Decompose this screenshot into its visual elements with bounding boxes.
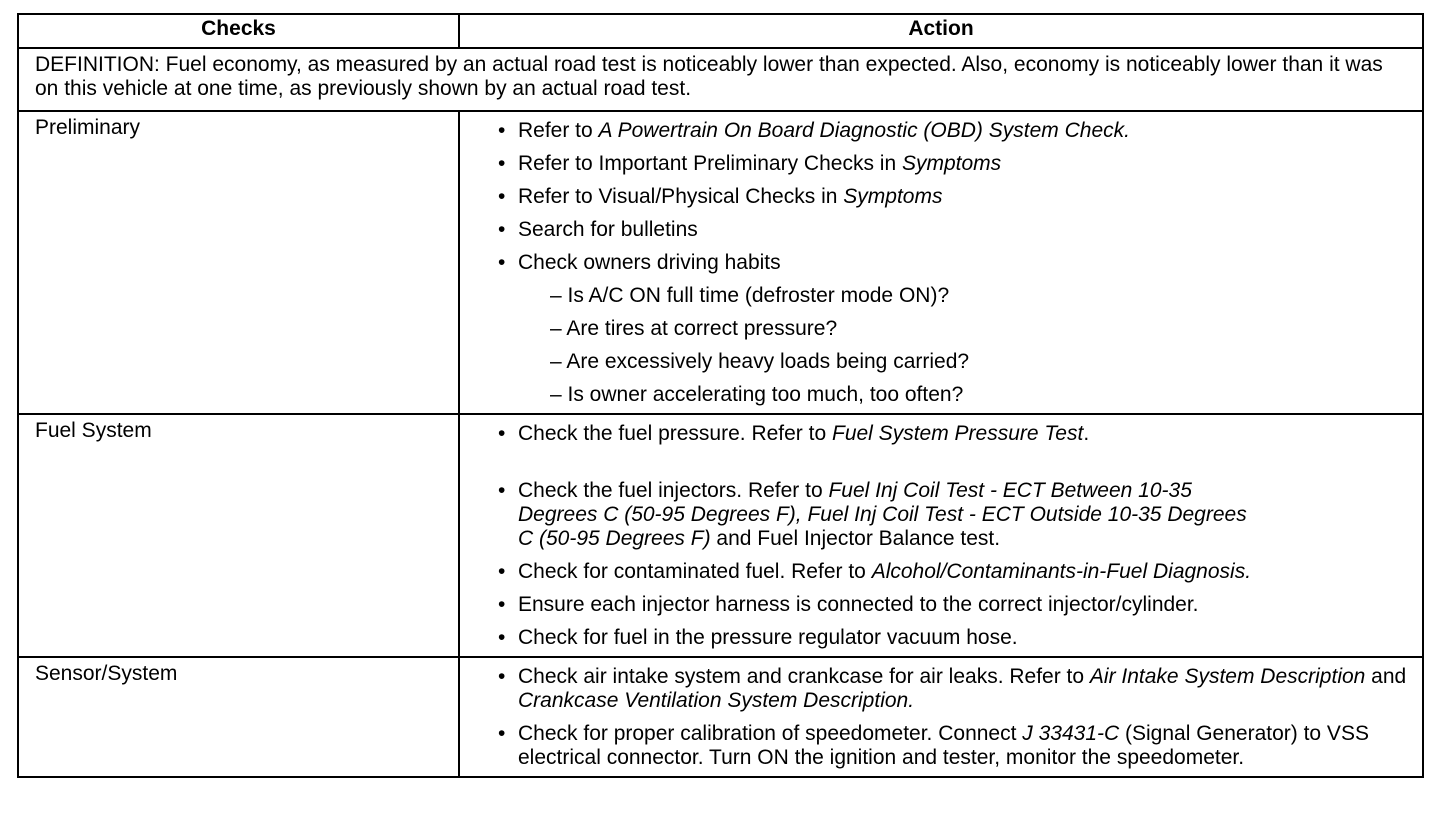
action-item [496,665,1412,713]
sub-item: – Is owner accelerating too much, too often? [550,383,964,406]
action-text: Check owners driving habits [518,251,781,274]
sensor-system-row [18,657,1423,777]
header-checks: Checks [18,14,459,48]
action-item [496,593,1412,617]
definition-row [18,48,1423,111]
action-cell-fuel-system [459,414,1423,657]
reference-link: Crankcase Ventilation System Description. [518,689,915,712]
action-text: (Signal Generator) to VSS electrical connector. Turn ON the ignition and tester, monitor the speedometer. [518,722,1369,769]
action-text: . [1083,422,1090,445]
action-item [496,251,1412,275]
sub-item: – Are excessively heavy loads being carried? [550,350,970,373]
action-text: Check for proper calibration of speedometer. Connect [518,722,1023,745]
reference-link: Symptoms [843,185,943,208]
reference-link: Fuel Inj Coil Test - ECT Between 10-35 Degrees C (50-95 Degrees F), Fuel Inj Coil Test - ECT Outside 10-35 Degrees C (50-95 Degrees F) [518,479,1247,550]
reference-link: A Powertrain On Board Diagnostic (OBD) System Check. [598,119,1130,142]
action-item [496,185,1412,209]
reference-link: Symptoms [901,152,1002,175]
action-text: Ensure each injector harness is connected to the correct injector/cylinder. [518,593,1199,616]
action-text: Refer to Visual/Physical Checks in [518,185,844,208]
fuel-system-row [18,414,1423,657]
action-text: Refer to [518,119,599,142]
action-text: Check for fuel in the pressure regulator vacuum hose. [518,626,1018,649]
check-label-fuel-system: Fuel System [18,414,459,657]
action-item [496,218,1412,242]
action-text: Search for bulletins [518,218,698,241]
action-item [496,152,1412,176]
check-label-preliminary: Preliminary [18,111,459,414]
header-action: Action [459,14,1423,48]
action-item [496,722,1412,770]
action-text: and Fuel Injector Balance test. [710,527,1001,550]
action-item [496,626,1412,650]
sub-item: – Are tires at correct pressure? [550,317,838,340]
reference-link: Fuel System Pressure Test [832,422,1084,445]
action-cell-preliminary [459,111,1423,414]
action-text: Check the fuel pressure. Refer to [518,422,832,445]
action-text: Check air intake system and crankcase for air leaks. Refer to [518,665,1090,688]
sub-item: – Is A/C ON full time (defroster mode ON)? [550,284,950,307]
action-text: Check the fuel injectors. Refer to [518,479,829,502]
action-text: and [1365,665,1407,688]
action-cell-sensor-system [459,657,1423,777]
reference-link: Alcohol/Contaminants-in-Fuel Diagnosis. [871,560,1252,583]
preliminary-row [18,111,1423,414]
action-item [496,119,1412,143]
header-row [18,14,1423,48]
action-item [496,422,1412,446]
reference-link: Air Intake System Description [1089,665,1366,688]
reference-link: J 33431-C [1022,722,1120,745]
definition-text: DEFINITION: Fuel economy, as measured by an actual road test is noticeably lower than expected. Also, economy is noticeably lower than it was on this vehicle at one time, as previously shown by an actual road test. [18,48,1423,111]
action-item [496,479,1412,551]
action-text: Refer to Important Preliminary Checks in [518,152,902,175]
check-label-sensor-system: Sensor/System [18,657,459,777]
action-text: Check for contaminated fuel. Refer to [518,560,872,583]
action-item [496,560,1412,584]
symptom-table [17,13,1424,778]
